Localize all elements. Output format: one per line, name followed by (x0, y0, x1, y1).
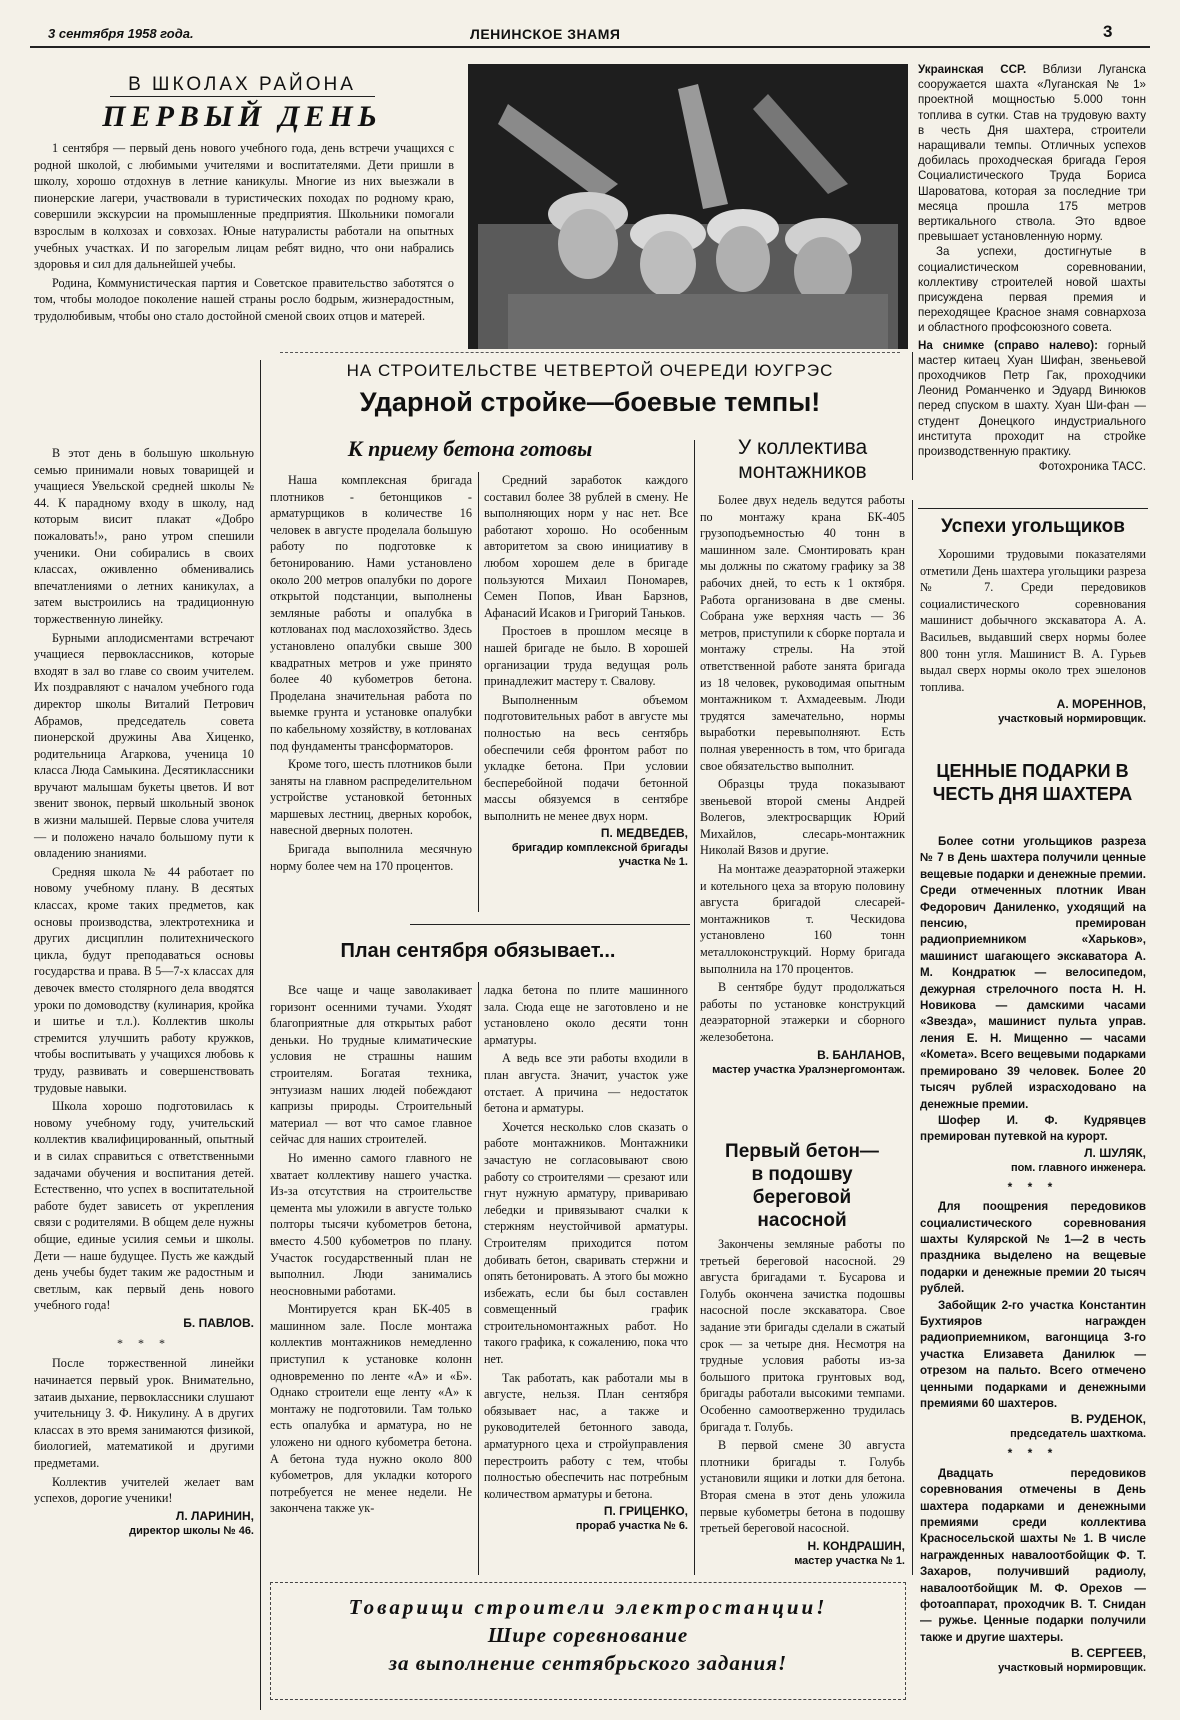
firstconcrete-paragraph: Закончены земляные работы по третьей береговой насосной. 29 августа бригадами т. Бусарова и Голубь окончена зачистка подошвы насосной после экскаватора. Свое задание эти бригады сделали в сжатый срок — за четыре дня. Несмотря на трудные условия работы из-за большого притока грунтовых вод, бригады работали высокими темпами. Особенно самоотверженно трудилась бригада т. Голубь. (700, 1237, 905, 1434)
gifts-signature-3-title: участковый нормировщик. (998, 1662, 1146, 1675)
coal-signature: А. МОРЕННОВ, (1056, 697, 1146, 712)
concrete-column-2 (484, 472, 688, 869)
separator-stars: * * * (1007, 1446, 1059, 1461)
school-paragraph: 1 сентября — первый день нового учебного года, день встречи учащихся с родной школой, с любимыми учителями и воспитателями. Дети пришли в школу, хорошо отдохнув в летние каникулы. Многие из них выезжали в пионерские лагери, участвовали в туристических походах по родному краю, совершили экскурсии на промышленные предприятия. Школьники помогали взрослым в колхозах и совхозах. Юные натуралисты работали на опытных учебных участках. И по загорелым лицам ребят видно, что они набрались здоровья и сил для дальнейшей учебы. (34, 141, 454, 272)
firstconcrete-paragraph: В первой смене 30 августа плотники бригады т. Голубь установили ящики и лотки для бетона. Вторая смена в этот день уложила первые кубометры бетона в подошву третьей береговой насосной. (700, 1438, 905, 1536)
plan-paragraph: Все чаще и чаще заволакивает горизонт осенними тучами. Уходят благоприятные для открытых работ деньки. Но трудные климатические условия не страшны нашим строителям. Богатая техника, энтузиазм наших людей побеждают капризы природы. Строительный материал — вот что самое главное сейчас для наших строителей. (270, 983, 472, 1147)
montage-paragraph: Более двух недель ведутся работы по монтажу крана БК-405 грузоподъемностью 40 тонн в машинном зале. Смонтировать кран мы должны по сжатому графику за 38 рабочих дней, то есть к 1 октября. Работа организована в две смены. Собрана уже верхняя часть — 36 метров, приступили к сборке портала и монтажу стрелы. На этой ответственной работе занята бригада из 18 человек, руководимая опытным монтажником т. Ахмадеевым. Люди трудятся замечательно, нормы выработки перевыполняют. Есть полная уверенность в том, что бригада свое обязательство выполнит. (700, 493, 905, 773)
column-rule (912, 500, 913, 1575)
gres-headline: Ударной стройке—боевые темпы! (359, 387, 821, 417)
concrete-title: К приему бетона готовы (347, 436, 593, 461)
montage-title (700, 436, 905, 484)
plan-paragraph: Но именно самого главного не хватает коллективу нашего участка. Из-за отсутствия на строительстве цемента мы уложили в августе только полторы тысячи кубометров бетона, вместо 4.500 кубометров по плану. Участок государственный план не выполнил. Люди занимались неосновными работами. (270, 1150, 472, 1298)
column-rule (478, 472, 479, 912)
gifts-signature-2-title: председатель шахткома. (1010, 1428, 1146, 1441)
plan-title: План сентября обязывает... (340, 940, 616, 962)
newspaper-name: ЛЕНИНСКОЕ ЗНАМЯ (470, 26, 621, 42)
concrete-paragraph: Наша комплексная бригада плотников - бетонщиков - арматурщиков в количестве 16 человек в августе проделала большую работу по подготовке к бетонированию. Нами установлено около 200 метров опалубки по дороге открытой подстанции, выполнены земляные работы и опалубка в котлованах под маслохозяйство. Здесь установлено опалубки свыше 300 квадратных метров и уже принято более 40 кубометров бетона. Проделана значительная работа по выемке грунта и установке опалубки по кабельному хозяйству, в котлованах под фундаменты трансформаторов. (270, 473, 472, 753)
gifts-signature-3: В. СЕРГЕЕВ, (1071, 1646, 1146, 1661)
masthead-rule (30, 46, 1150, 48)
issue-date: 3 сентября 1958 года. (48, 26, 194, 41)
concrete-paragraph: Кроме того, шесть плотников были заняты на главном распределительном устройстве установкой бетонных маршевых лестниц, дверных коробок, навесной дверных полотен. (270, 757, 472, 838)
gifts-title: ЦЕННЫЕ ПОДАРКИ В ЧЕСТЬ ДНЯ ШАХТЕРА (932, 761, 1133, 804)
gifts-paragraph: Для поощрения передовиков социалистического соревнования шахты Кулярской № 1—2 в честь праздника выделено на вещевые подарки и денежные премии 20 тысяч рублей. (920, 1200, 1146, 1296)
montage-title-line-1: У коллектива (737, 436, 868, 459)
coal-signature-title: участковый нормировщик. (998, 713, 1146, 726)
slogan-line-2: Шире соревнование (487, 1623, 689, 1647)
caption-lead: Украинская ССР. (918, 63, 1027, 76)
school-paragraph: В этот день в большую школьную семью принимали новых товарищей и учащиеся Увельской средней школы № 44. К парадному входу в школу, над которым висит плакат «Добро пожаловать!», рано утром спешили ученики. Они собирались в своих классах, оживленно обменивались впечатлениями о летних каникулах, а затем выстроились на традиционную торжественную линейку. (34, 446, 254, 626)
school-paragraph: Средняя школа № 44 работает по новому учебному плану. В десятых классах, кроме таких предметов, как основы производства, электротехника и других дисциплин политехнического цикла, будут преподаваться основы государства и права. В 5—7-х классах для девочек вместо столярного дела вводятся уроки по домоводству (кулинария, кройка и шитье и т.л.). Коллектив школы стремится улучшить работу кружков, чтобы воспитывать у учащихся любовь к труду, развивать и совершенствовать трудовые навыки. (34, 864, 254, 1095)
concrete-signature: П. МЕДВЕДЕВ, (600, 826, 688, 841)
firstconcrete-column (700, 1236, 905, 1568)
concrete-paragraph: Средний заработок каждого составил более 38 рублей в смену. Не выполняющих норм у нас нет. Все работают хорошо. Но особенным авторитетом за свою инициативу в любом хорошем деле в бригаде пользуются Михаил Пономарев, Семен Попов, Иван Барзнов, Афанасий Исаков и Григорий Таньков. (484, 473, 688, 620)
gifts-signature: Л. ШУЛЯК, (1084, 1145, 1146, 1160)
gifts-paragraph: Двадцать передовиков соревнования отмечены в День шахтера подарками и денежными премиями среди коллектива Красносельской шахты № 1. В числе награжденных навалоотбойщик Ф. Т. Захаров, получивший радиолу, навалоотбойщик М. Ф. Орехов — фотоаппарат, проходчик В. Т. Снидан — ружье. Ценные подарки получили также и другие шахтеры. (920, 1466, 1146, 1644)
slogan-box (270, 1582, 906, 1700)
montage-paragraph: В сентябре будут продолжаться работы по установке конструкций деаэраторной этажерки и сборного железобетона. (700, 980, 905, 1044)
school-signature: Б. ПАВЛОВ. (183, 1315, 254, 1330)
caption-text-2: горный мастер китаец Хуан Шифан, звеньевой проходчиков Петр Гак, проходчики Леонид Романченко и Эдуард Винюков перед спуском в шахту. Хуан Ши-фан — студент Донецкого индустриального института проходит на стройке производственную практику. (918, 338, 1146, 459)
school-rubric: В ШКОЛАХ РАЙОНА (128, 74, 356, 95)
coal-column (920, 546, 1146, 726)
column-rule (912, 352, 913, 480)
school-paragraph: Школа хорошо подготовилась к новому учебному году, учительский коллектив квалифицированный, опытный и в силах справиться с ответственными задачами обучения и воспитания детей. Естественно, что успех в воспитательной работе будет зависеть от укрепления связи с родителями. В общем деле нужны общие, единые усилия семьи и школы. Дети — наше будущее. Пусть же каждый день учебы будет таким же радостным и светлым, как первый день нового учебного года! (34, 1099, 254, 1313)
coal-title: Успехи угольщиков (941, 516, 1125, 537)
plan-column-1 (270, 982, 472, 1519)
gifts-paragraph: Забойщик 2-го участка Константин Бухтияров награжден радиоприемником, вагонщица 3-го участка Елизавета Данилюк — отрезом на пальто. Всего отмечено ценными подарками и денежными премиями 60 шахтеров. (920, 1298, 1146, 1410)
school-lead (34, 140, 454, 327)
miners-photo (468, 64, 908, 349)
firstconcrete-signature-title: мастер участка № 1. (794, 1554, 905, 1567)
photo-credit: Фотохроника ТАСС. (1038, 460, 1146, 474)
gifts-signature-2: В. РУДЕНОК, (1070, 1412, 1146, 1427)
montage-title-line-2: монтажников (738, 460, 867, 483)
slogan-line-1: Товарищи строители электростанции! (348, 1595, 828, 1619)
gifts-paragraph: Шофер И. Ф. Кудрявцев премирован путевкой на курорт. (920, 1113, 1146, 1144)
slogan-line-3: за выполнение сентябрьского задания! (388, 1651, 788, 1675)
plan-paragraph: Хочется несколько слов сказать о работе монтажников. Монтажники зачастую не согласовывают свою работу со строителями — срезают или гнут нужную арматуру, привариваю лебедки и привязывают счалки к стержням неустойчивой арматуры. Строителям приходится потом добивать бетон, сваривать стержни и опять бетонировать. А этого бы можно избежать, если бы был составлен совмещенный график строительномонтажных работ. Но такого графика, к сожалению, пока что нет. (484, 1119, 688, 1367)
coal-top-rule (918, 508, 1148, 509)
concrete-column-1 (270, 472, 472, 876)
caption-paragraph: За успехи, достигнутые в социалистическом соревновании, коллективу строителей новой шахты присуждена первая премия и переходящее Красное знамя совнархоза и областного профсоюзного совета. (918, 245, 1146, 335)
separator-stars: * * * (1007, 1179, 1059, 1194)
school-column (34, 445, 254, 1538)
gres-rubric: НА СТРОИТЕЛЬСТВЕ ЧЕТВЕРТОЙ ОЧЕРЕДИ ЮУГРЭС (346, 361, 834, 380)
concrete-paragraph: Выполненным объемом подготовительных работ в августе мы полностью на весь сентябрь обеспечили себя фронтом работ по укладке бетона. При условии бесперебойной подачи бетонной массы обязуемся в сентябре выполнить не менее двух норм. (484, 692, 688, 823)
plan-signature: П. ГРИЦЕНКО, (603, 1504, 688, 1519)
montage-signature: В. БАНЛАНОВ, (817, 1047, 905, 1062)
plan-paragraph: Монтируется кран БК-405 в машинном зале. После монтажа коллектив монтажников немедленно приступил к установке колонн одновременно по ленте «А» и «Б». Однако строители еще ленту «А» к монтажу не подготовили. Там только есть опалубка и арматура, но не уложено ни одного кубометра бетона. А бетона туда нужно около 800 кубометров, для укладки которого потребуется не менее недели. Не закончена также ук- (270, 1302, 472, 1516)
coal-paragraph: Хорошими трудовыми показателями отметили День шахтера угольщики разреза № 7. Среди передовиков социалистического соревнования машинист добычного экскаватора А. А. Васильев, выдавший сверх нормы более 800 тонн угля. Машинист В. А. Гурьев выдал сверх нормы около трех эшелонов топлива. (920, 547, 1146, 694)
school-title: ПЕРВЫЙ ДЕНЬ (102, 100, 382, 133)
school-paragraph: Родина, Коммунистическая партия и Советское правительство заботятся о том, чтобы молодое поколение нашей страны росло бодрым, жизнерадостным, трудолюбивым, чтобы оно стало достойной сменой своих отцов и матерей. (34, 275, 454, 323)
school-paragraph: Коллектив учителей желает вам успехов, дорогие ученики! (34, 1474, 254, 1506)
separator-stars: * * * (117, 1335, 171, 1350)
column-rule (694, 440, 695, 1575)
rubric-rule (110, 96, 375, 97)
miners-photo-icon (468, 64, 908, 349)
plan-paragraph: А ведь все эти работы входили в план августа. Значит, участок уже отстает. А причина — недостаток бетона и арматуры. (484, 1051, 688, 1116)
gifts-paragraph: Более сотни угольщиков разреза № 7 в День шахтера получили ценные вещевые подарки и денежные премии. Среди отмеченных плотник Иван Федорович Даниленко, уходящий на пенсию, премирован радиоприемником «Харьков», машинист шагающего экскаватора А. М. Кондратюк — велосипедом, дежурная стрелочного поста Н. Н. Новикова — дамскими часами «Звезда», машинист пульта управ. ления Е. Н. Мищенно — часами «Комета». Всего вещевыми подарками премировано 39 человек. Более 20 тысяч рублей израсходовано на денежные премии. (920, 835, 1146, 1111)
photo-caption (918, 62, 1146, 474)
caption-text: Вблизи Луганска сооружается шахта «Луганская № 1» проектной мощностью 5.000 тонн топлива в сутки. Став на трудовую вахту в честь Дня шахтера, строители наращивали темпы. Отличных успехов добилась проходческая бригада Героя Социалистического Труда Бориса Шароватова, которая за последние три месяца прошла 175 метров вертикального ствола. Это вдвое превышает установленную норму. (918, 63, 1146, 244)
plan-paragraph: Так работать, как работали мы в августе, нельзя. План сентября обязывает нас, а также и руководителей бетонного завода, арматурного цеха и стройуправления перестроить работу с тем, чтобы полностью обеспечить нас потребным количеством арматуры и бетона. (484, 1370, 688, 1501)
montage-column (700, 492, 905, 1077)
firstconcrete-signature: Н. КОНДРАШИН, (807, 1538, 905, 1553)
school-paragraph: После торжественной линейки начинается первый урок. Внимательно, затаив дыхание, первоклассники слушают учительницу З. Ф. Никулину. А в других классах в это время занимаются физикой, биологией, математикой и другими предметами. (34, 1356, 254, 1471)
page-number: 3 (1103, 22, 1113, 41)
caption-lead-2: На снимке (справо налево): (918, 338, 1098, 352)
school-signature-title: директор школы № 46. (129, 1524, 254, 1537)
firstconcrete-title: Первый бетон— в подошву береговой насосной (725, 1141, 879, 1231)
school-paragraph: Бурными аплодисментами встречают учащиеся первоклассников, которые входят в зал во главе со своим учителем. Их поздравляют с началом учебного года директор школы Виталий Петрович Абрамов, председатель совета пионерской дружины Ава Хиценко, родительница Агаркова, ученица 10 класса Люда Самыкина. Десятиклассники вручают малышам букеты цветов. И вот звенит звонок, первый школьный звонок в жизни малышей. Первые слова учителя — и положено начало большому пути к овладению знаниями. (34, 630, 254, 861)
school-signature-2: Л. ЛАРИНИН, (175, 1508, 254, 1523)
column-rule (260, 360, 261, 1710)
concrete-paragraph: Бригада выполнила месячную норму более чем на 170 процентов. (270, 842, 472, 873)
concrete-paragraph: Простоев в прошлом месяце в нашей бригаде не было. В хорошей организации труда ведущая роль принадлежит мастеру т. Свалову. (484, 624, 688, 689)
montage-signature-title: мастер участка Уралэнергомонтаж. (712, 1063, 905, 1076)
concrete-signature-title: бригадир комплексной бригады участка № 1. (511, 842, 688, 869)
plan-signature-title: прораб участка № 6. (575, 1520, 688, 1533)
column-rule (478, 982, 479, 1575)
plan-top-rule (410, 924, 690, 925)
gifts-signature-title: пом. главного инженера. (1010, 1161, 1146, 1174)
plan-column-2 (484, 982, 688, 1533)
montage-paragraph: Образцы труда показывают звеньевой второй смены Андрей Волегов, электросварщик Юрий Михайлов, слесарь-монтажник Николай Вязов и другие. (700, 777, 905, 858)
gifts-column (920, 834, 1146, 1675)
plan-paragraph: ладка бетона по плите машинного зала. Сюда еще не заготовлено и не установлено около десяти тонн арматуры. (484, 983, 688, 1047)
gres-rubric-box (280, 352, 900, 430)
montage-paragraph: На монтаже деаэраторной этажерки и котельного цеха за вторую половину августа бригадой слесарей-монтажников т. Ческидова установлено 160 тонн металлоконструкций. Норму бригада выполнила на 170 процентов. (700, 862, 905, 976)
